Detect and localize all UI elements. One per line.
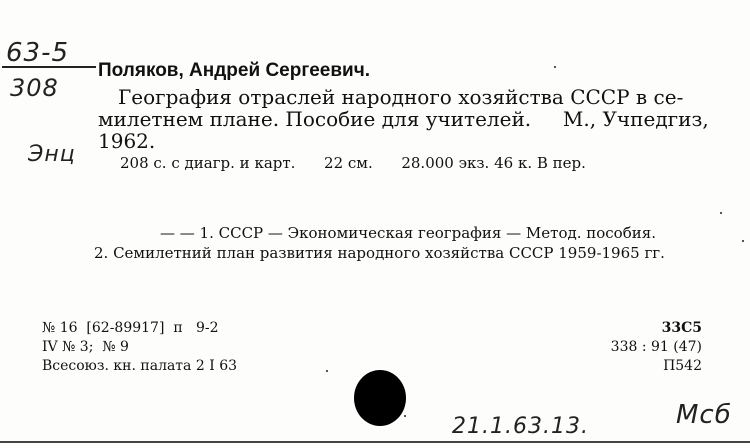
subject-line-2: 2. Семилетний план развития народного хозяйства СССР 1959-1965 гг. [94,244,665,262]
ink-speck [326,370,328,372]
footer-left-line-1: № 16 [62-89917] п 9-2 [42,320,219,336]
punch-hole [354,370,406,426]
handwritten-call-number-bottom: 308 [10,74,59,102]
ink-speck [404,415,406,417]
title-line-1: География отраслей народного хозяйства СССР в се- [118,85,684,109]
title-line-2: милетнем плане. Пособие для учителей. М., Учпедгиз, [98,107,709,131]
ink-speck [742,240,744,242]
card-bottom-edge [0,441,750,443]
physical-description: 208 с. с диагр. и карт. 22 см. 28.000 экз. 46 к. В пер. [120,154,586,172]
ink-speck [720,212,722,214]
footer-left-line-2: IV № 3; № 9 [42,339,129,355]
author-heading: Поляков, Андрей Сергеевич. [98,60,371,81]
handwritten-date-stamp: 21.1.63.13. [452,414,589,439]
ink-speck [554,66,556,68]
classification-code: 33С5 [661,320,702,336]
call-number-divider [2,66,96,68]
handwritten-signature: Мсб [676,400,732,430]
author-mark: П542 [663,358,702,374]
udc-index: 338 : 91 (47) [610,339,702,355]
handwritten-call-number-top: 63-5 [6,38,70,68]
handwritten-margin-note: Энц [28,142,76,167]
title-line-3: 1962. [98,129,156,153]
footer-left-line-3: Всесоюз. кн. палата 2 I 63 [42,358,238,374]
subject-line-1: — — 1. СССР — Экономическая география — Метод. пособия. [160,224,656,242]
